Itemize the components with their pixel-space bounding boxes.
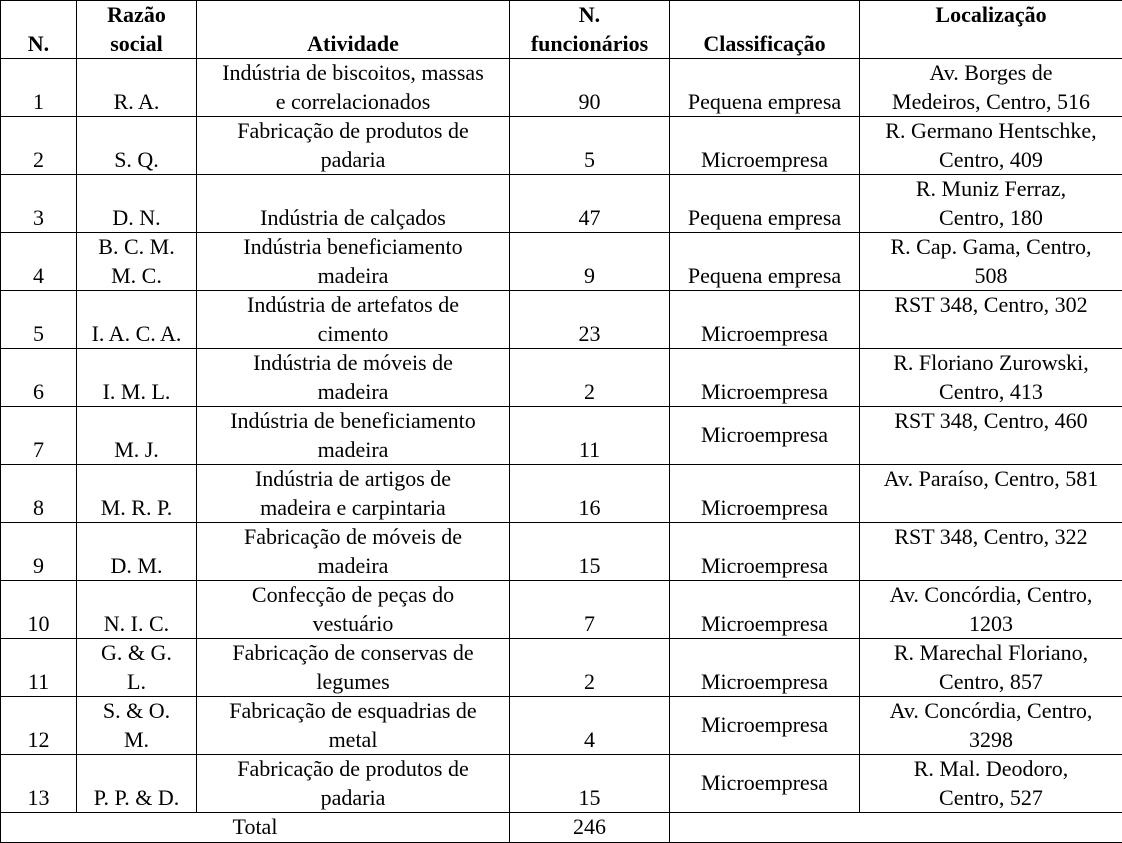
row-funcionarios: 9 [510, 233, 670, 291]
row-localizacao: R. Floriano Zurowski, Centro, 413 [860, 349, 1122, 407]
row-razao-social: N. I. C. [77, 581, 197, 639]
row-number: 4 [1, 233, 77, 291]
row-classificacao: Microempresa [670, 465, 860, 523]
row-localizacao: RST 348, Centro, 460 [860, 407, 1122, 465]
header-atividade: Atividade [197, 1, 510, 59]
table-row [1, 639, 1122, 697]
row-localizacao: RST 348, Centro, 322 [860, 523, 1122, 581]
row-atividade: Indústria de biscoitos, massas e correlacionados [197, 59, 510, 117]
row-classificacao: Pequena empresa [670, 59, 860, 117]
table-row [1, 349, 1122, 407]
row-localizacao: RST 348, Centro, 302 [860, 291, 1122, 349]
table-row [1, 59, 1122, 117]
row-classificacao: Microempresa [670, 581, 860, 639]
row-funcionarios: 2 [510, 639, 670, 697]
row-localizacao: Av. Concórdia, Centro, 3298 [860, 697, 1122, 755]
row-razao-social: G. & G. L. [77, 639, 197, 697]
row-atividade: Fabricação de móveis de madeira [197, 523, 510, 581]
row-number: 3 [1, 175, 77, 233]
table-row [1, 697, 1122, 755]
header-localizacao: Localização [860, 1, 1122, 59]
row-number: 1 [1, 59, 77, 117]
row-funcionarios: 15 [510, 755, 670, 813]
row-atividade: Indústria beneficiamento madeira [197, 233, 510, 291]
row-number: 13 [1, 755, 77, 813]
row-number: 10 [1, 581, 77, 639]
row-funcionarios: 16 [510, 465, 670, 523]
row-funcionarios: 7 [510, 581, 670, 639]
row-number: 12 [1, 697, 77, 755]
table-row [1, 407, 1122, 465]
row-atividade: Indústria de artigos de madeira e carpintaria [197, 465, 510, 523]
row-atividade: Fabricação de conservas de legumes [197, 639, 510, 697]
header-razao-social: Razão social [77, 1, 197, 59]
row-razao-social: S. Q. [77, 117, 197, 175]
row-number: 2 [1, 117, 77, 175]
table-row [1, 175, 1122, 233]
row-atividade: Indústria de beneficiamento madeira [197, 407, 510, 465]
row-funcionarios: 90 [510, 59, 670, 117]
header-funcionarios: N. funcionários [510, 1, 670, 59]
row-razao-social: I. M. L. [77, 349, 197, 407]
total-row [1, 813, 1122, 843]
row-classificacao: Microempresa [670, 523, 860, 581]
row-funcionarios: 2 [510, 349, 670, 407]
row-localizacao: R. Cap. Gama, Centro, 508 [860, 233, 1122, 291]
row-classificacao: Microempresa [670, 639, 860, 697]
row-razao-social: M. R. P. [77, 465, 197, 523]
row-funcionarios: 47 [510, 175, 670, 233]
row-localizacao: R. Mal. Deodoro, Centro, 527 [860, 755, 1122, 813]
header-classificacao: Classificação [670, 1, 860, 59]
row-atividade: Indústria de calçados [197, 175, 510, 233]
row-localizacao: Av. Borges de Medeiros, Centro, 516 [860, 59, 1122, 117]
row-number: 5 [1, 291, 77, 349]
row-number: 7 [1, 407, 77, 465]
row-razao-social: D. M. [77, 523, 197, 581]
table-row [1, 755, 1122, 813]
total-value: 246 [510, 813, 670, 843]
row-atividade: Fabricação de produtos de padaria [197, 755, 510, 813]
header-row [1, 1, 1122, 59]
row-funcionarios: 23 [510, 291, 670, 349]
table-row [1, 581, 1122, 639]
row-localizacao: Av. Concórdia, Centro, 1203 [860, 581, 1122, 639]
row-funcionarios: 11 [510, 407, 670, 465]
table-row [1, 465, 1122, 523]
row-razao-social: P. P. & D. [77, 755, 197, 813]
row-localizacao: R. Germano Hentschke, Centro, 409 [860, 117, 1122, 175]
row-number: 8 [1, 465, 77, 523]
row-classificacao: Microempresa [670, 407, 860, 465]
row-classificacao: Microempresa [670, 349, 860, 407]
header-number: N. [1, 1, 77, 59]
row-localizacao: R. Marechal Floriano, Centro, 857 [860, 639, 1122, 697]
row-localizacao: Av. Paraíso, Centro, 581 [860, 465, 1122, 523]
row-razao-social: M. J. [77, 407, 197, 465]
row-atividade: Fabricação de esquadrias de metal [197, 697, 510, 755]
row-localizacao: R. Muniz Ferraz, Centro, 180 [860, 175, 1122, 233]
row-razao-social: D. N. [77, 175, 197, 233]
row-razao-social: B. C. M. M. C. [77, 233, 197, 291]
row-funcionarios: 15 [510, 523, 670, 581]
row-classificacao: Microempresa [670, 755, 860, 813]
table-row [1, 523, 1122, 581]
row-classificacao: Pequena empresa [670, 233, 860, 291]
total-empty [670, 813, 1122, 843]
row-razao-social: S. & O. M. [77, 697, 197, 755]
row-funcionarios: 5 [510, 117, 670, 175]
row-funcionarios: 4 [510, 697, 670, 755]
row-classificacao: Microempresa [670, 291, 860, 349]
table-row [1, 233, 1122, 291]
row-atividade: Indústria de artefatos de cimento [197, 291, 510, 349]
row-atividade: Indústria de móveis de madeira [197, 349, 510, 407]
table-row [1, 117, 1122, 175]
row-classificacao: Microempresa [670, 117, 860, 175]
row-number: 11 [1, 639, 77, 697]
table-row [1, 291, 1122, 349]
row-number: 6 [1, 349, 77, 407]
row-classificacao: Microempresa [670, 697, 860, 755]
row-razao-social: I. A. C. A. [77, 291, 197, 349]
row-atividade: Confecção de peças do vestuário [197, 581, 510, 639]
row-atividade: Fabricação de produtos de padaria [197, 117, 510, 175]
row-classificacao: Pequena empresa [670, 175, 860, 233]
total-label: Total [1, 813, 510, 843]
row-number: 9 [1, 523, 77, 581]
row-razao-social: R. A. [77, 59, 197, 117]
